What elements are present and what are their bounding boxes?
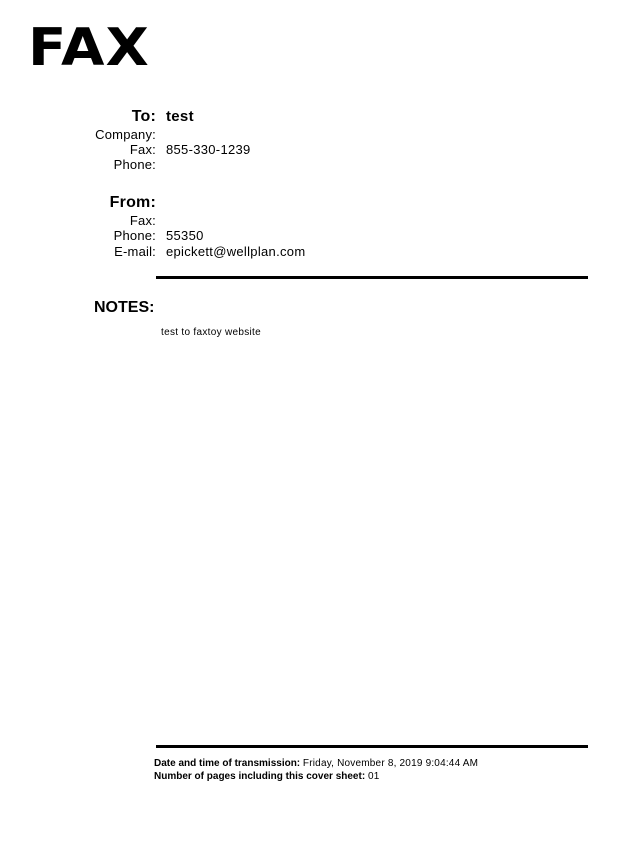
notes-text: test to faxtoy website — [161, 327, 261, 338]
page-count-line — [154, 771, 379, 782]
from-phone-value: 55350 — [166, 228, 204, 243]
from-email-row — [0, 244, 635, 259]
notes-label: NOTES: — [94, 299, 155, 316]
from-fax-label: Fax: — [129, 213, 156, 228]
footer-divider — [156, 745, 588, 748]
from-fax-row — [0, 213, 635, 228]
from-row — [0, 194, 635, 212]
from-email-value: epickett@wellplan.com — [166, 244, 306, 259]
transmission-datetime-value: Friday, November 8, 2019 9:04:44 AM — [302, 758, 479, 769]
transmission-datetime-label: Date and time of transmission: — [154, 758, 301, 769]
to-fax-row — [0, 142, 635, 157]
to-company-row — [0, 127, 635, 142]
to-company-label: Company: — [95, 127, 156, 142]
page-count-value: 01 — [367, 771, 380, 782]
to-row — [0, 108, 635, 126]
to-phone-row — [0, 157, 635, 172]
to-name: test — [166, 108, 194, 125]
transmission-datetime-line — [154, 758, 478, 769]
to-label: To: — [131, 108, 156, 125]
page-count-label: Number of pages including this cover sheet: — [154, 771, 366, 782]
from-email-label: E-mail: — [114, 244, 156, 259]
to-fax-label: Fax: — [129, 142, 156, 157]
to-fax-value: 855-330-1239 — [166, 142, 251, 157]
to-phone-label: Phone: — [113, 157, 156, 172]
from-phone-row — [0, 228, 635, 243]
from-label: From: — [109, 194, 156, 211]
fax-title: FAX — [28, 18, 150, 78]
from-phone-label: Phone: — [113, 228, 156, 243]
header-divider — [156, 276, 588, 279]
